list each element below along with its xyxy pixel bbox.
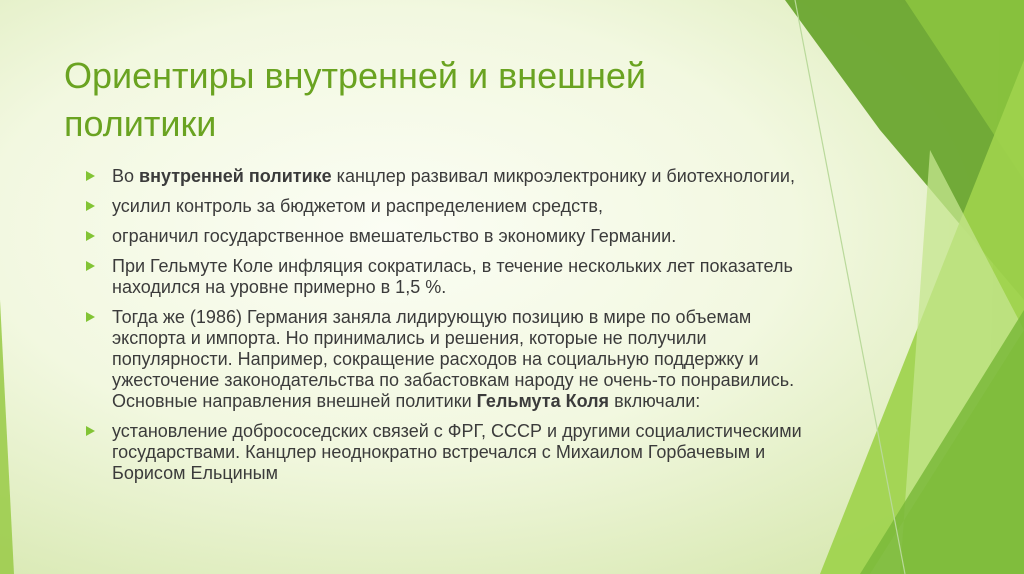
triangle-right-icon (86, 201, 95, 211)
bullet-item (86, 307, 806, 412)
bullet-item (86, 256, 806, 298)
bullet-text: ограничил государственное вмешательство в экономику Германии. (112, 226, 677, 246)
triangle-right-icon (86, 231, 95, 241)
slide-title (64, 52, 744, 148)
bullet-list (86, 166, 806, 493)
triangle-right-icon (86, 171, 95, 181)
bullet-text: Во (112, 166, 140, 186)
bullet-text: канцлер развивал микроэлектронику и биотехнологии, (331, 166, 795, 186)
bullet-text: установление добрососедских связей с ФРГ, СССР и другими социалистическими государствами. Канцлер неоднократно встречался с Михаилом Горбачевым и Борисом Ельциным (112, 421, 802, 483)
bullet-text: включали: (609, 391, 701, 411)
bullet-bold-text: Гельмута Коля (476, 391, 610, 411)
bullet-item (86, 421, 806, 484)
slide-title-line1: Ориентиры внутренней и внешней (64, 55, 646, 96)
triangle-right-icon (86, 261, 95, 271)
deco-left-sliver (0, 300, 14, 574)
bullet-text: усилил контроль за бюджетом и распределением средств, (112, 196, 603, 216)
bullet-item (86, 226, 806, 247)
bullet-item (86, 166, 806, 187)
triangle-right-icon (86, 312, 95, 322)
bullet-bold-text: внутренней политике (139, 166, 332, 186)
bullet-text: При Гельмуте Коле инфляция сократилась, в течение нескольких лет показатель находился на уровне примерно в 1,5 %. (112, 256, 793, 297)
triangle-right-icon (86, 426, 95, 436)
bullet-item (86, 196, 806, 217)
bullet-text: Тогда же (1986) Германия заняла лидирующую позицию в мире по объемам экспорта и импорта. Но принимались и решения, которые не получили популярности. Например, сокращение расходов на социальную поддержку и ужесточение законодательства по забастовкам народу не очень-то понравились. Основные направления внешней политики (112, 307, 795, 411)
slide-title-line2: политики (64, 103, 217, 144)
